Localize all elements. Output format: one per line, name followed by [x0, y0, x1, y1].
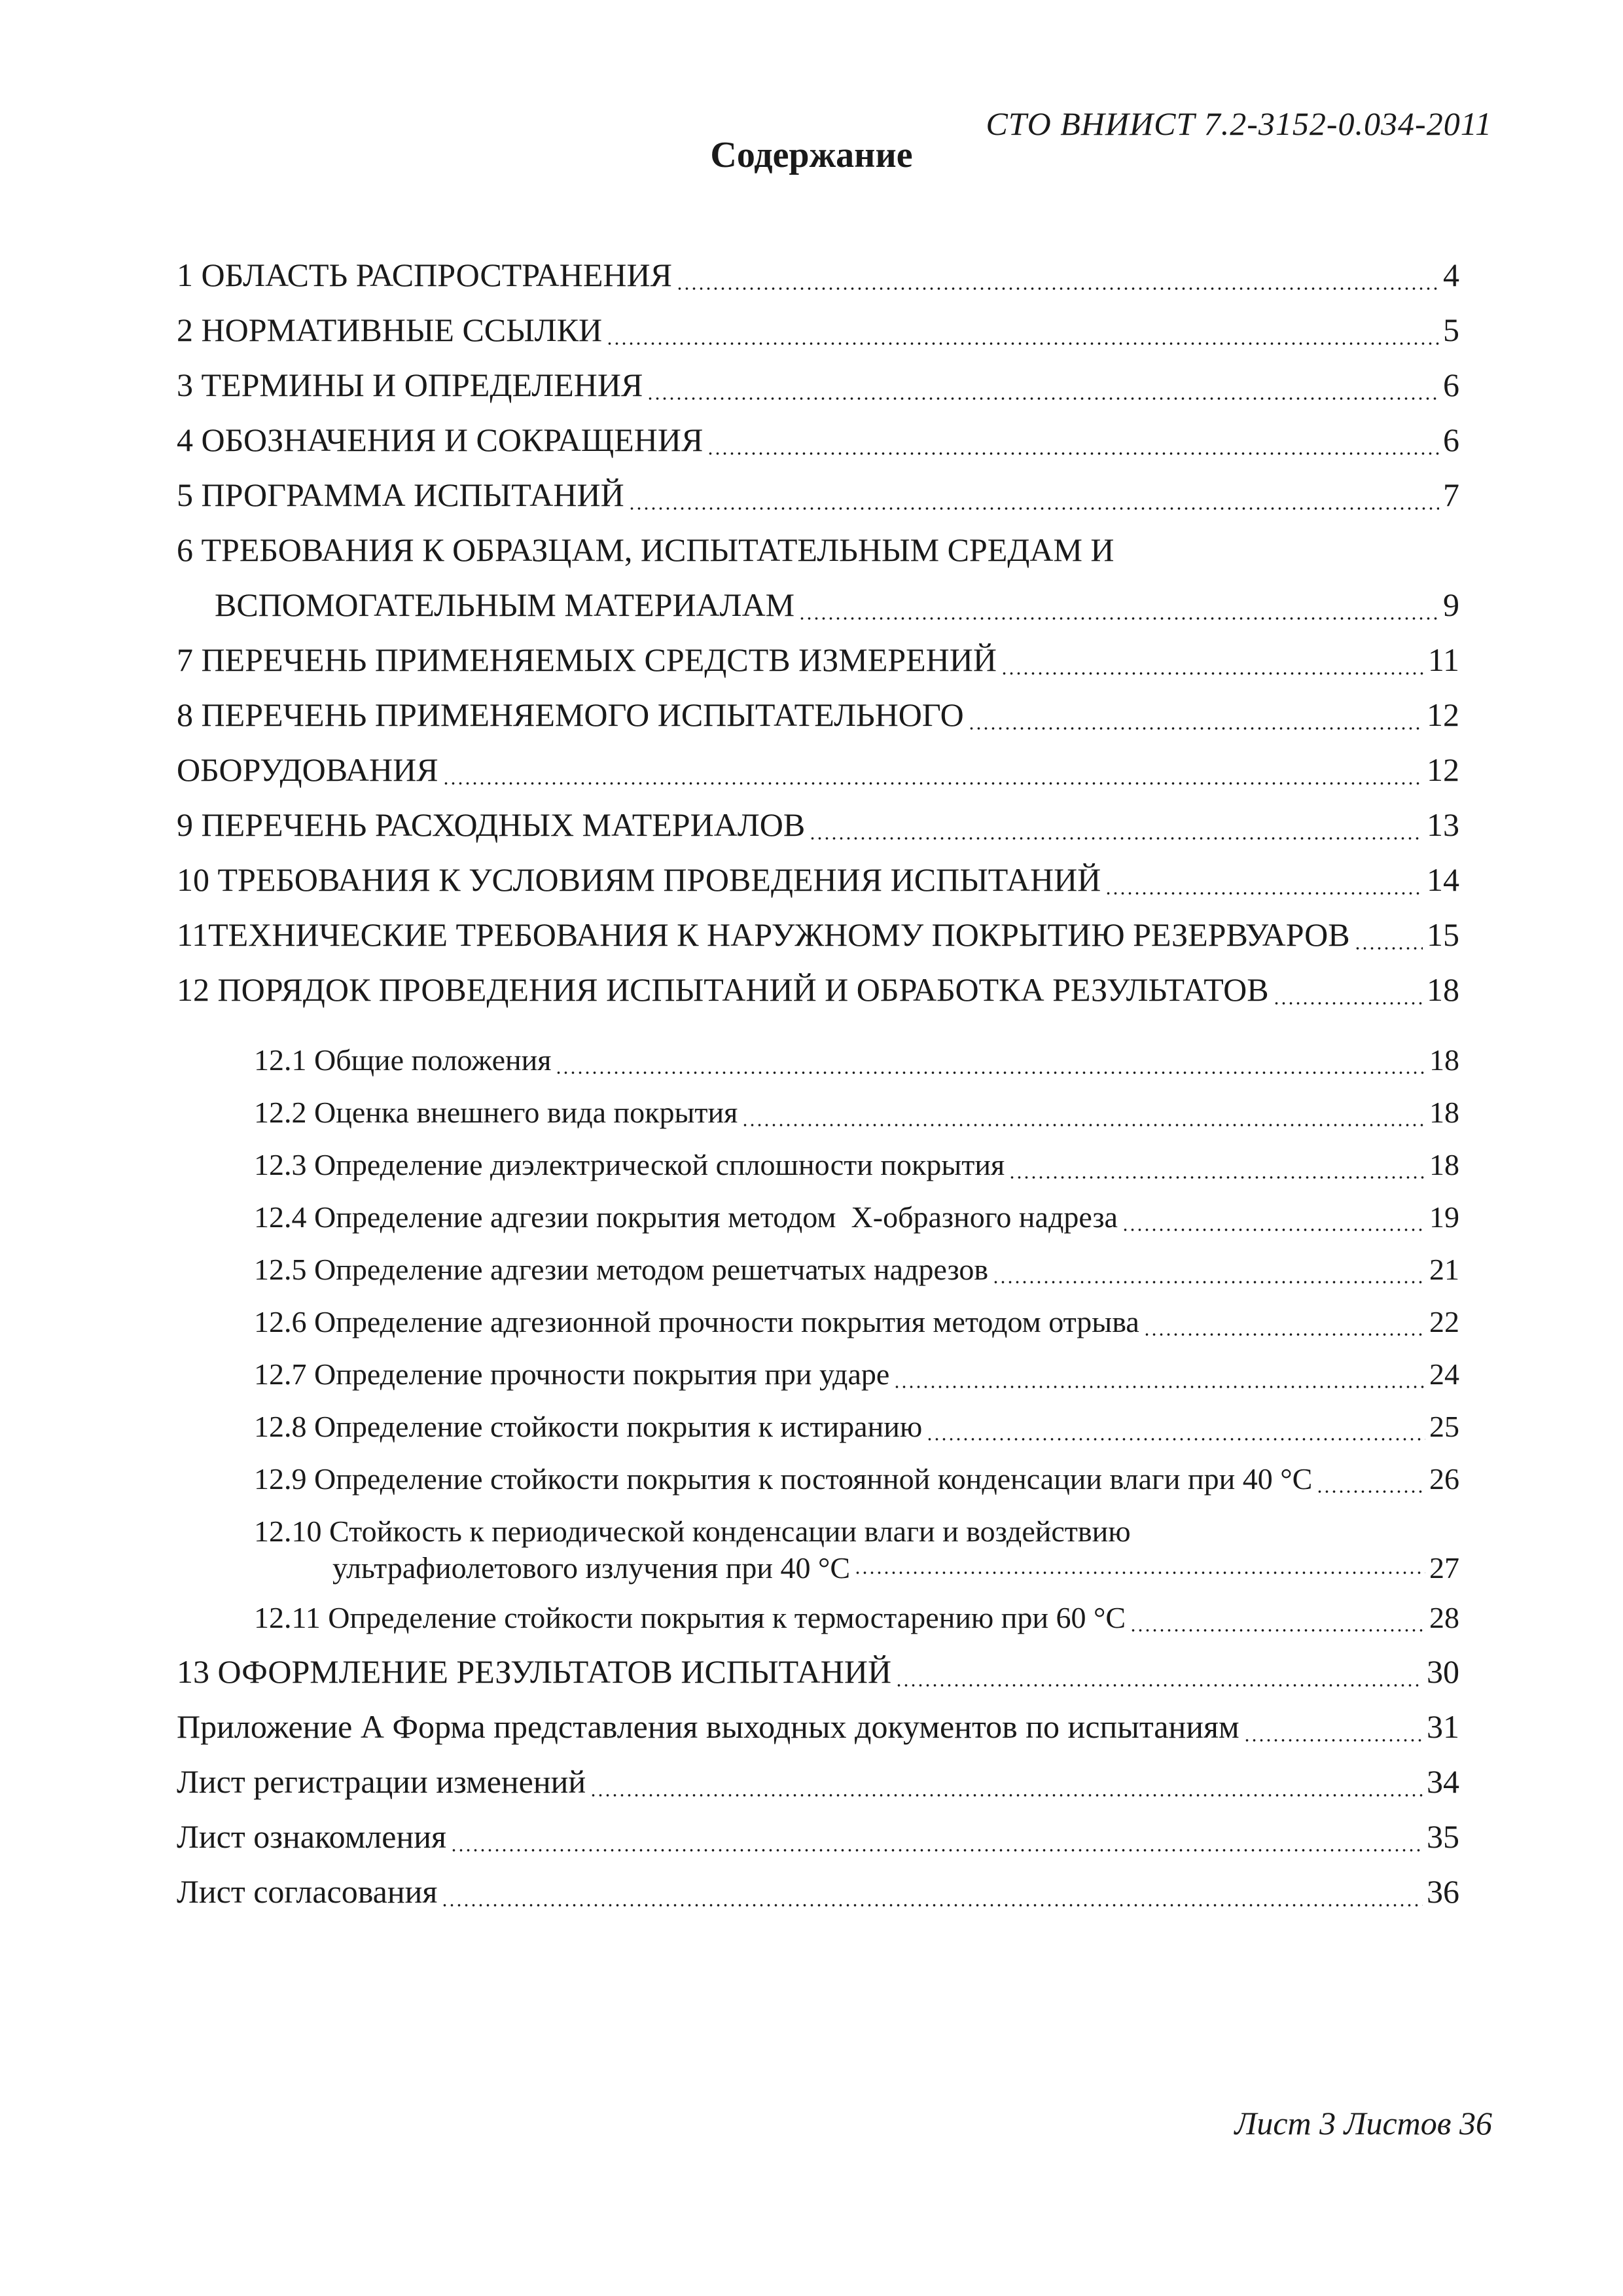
dot-leader	[1130, 1628, 1425, 1632]
dot-leader	[895, 1683, 1423, 1687]
dot-leader	[1122, 1228, 1425, 1232]
dot-leader	[1243, 1738, 1423, 1742]
toc-entry-page: 35	[1427, 1818, 1459, 1855]
toc-entry-title: 12.9 Определение стойкости покрытия к постоянной конденсации влаги при 40 °С	[254, 1462, 1313, 1496]
toc-entry-subsection-12-10	[177, 1505, 1459, 1592]
toc-entry-page: 4	[1443, 257, 1459, 293]
toc-entry-section-2	[177, 302, 1459, 357]
dot-leader	[741, 1123, 1425, 1127]
toc-entry-page: 34	[1427, 1763, 1459, 1800]
toc-entry-subsection-12-5	[177, 1244, 1459, 1296]
toc-entry-title: 13 ОФОРМЛЕНИЕ РЕЗУЛЬТАТОВ ИСПЫТАНИЙ	[177, 1653, 892, 1690]
toc-entry-title: 12.2 Оценка внешнего вида покрытия	[254, 1096, 738, 1129]
dot-leader	[1316, 1490, 1425, 1494]
dot-leader	[926, 1437, 1425, 1441]
toc-entry-page: 5	[1443, 312, 1459, 348]
toc-heading: Содержание	[710, 135, 913, 175]
toc-entry-page: 6	[1443, 422, 1459, 458]
toc-entry-page: 22	[1429, 1305, 1459, 1338]
toc-entry-page: 25	[1429, 1410, 1459, 1443]
toc-entry-title: 12.8 Определение стойкости покрытия к истиранию	[254, 1410, 923, 1443]
toc-entry-page: 12	[1427, 696, 1459, 733]
toc-entry-title: 2 НОРМАТИВНЫЕ ССЫЛКИ	[177, 312, 603, 348]
toc-entry-section-5	[177, 467, 1459, 522]
toc-entry-page: 27	[1429, 1551, 1459, 1585]
dot-leader	[707, 452, 1439, 456]
toc-entry-section-7	[177, 632, 1459, 687]
toc-entry-title: 4 ОБОЗНАЧЕНИЯ И СОКРАЩЕНИЯ	[177, 422, 704, 458]
toc-entry-title-continuation: ВСПОМОГАТЕЛЬНЫМ МАТЕРИАЛАМ	[215, 586, 795, 623]
toc-entry-section-6-line1	[177, 522, 1459, 577]
toc-entry-page: 18	[1429, 1148, 1459, 1181]
toc-entry-title: 12.7 Определение прочности покрытия при ударе	[254, 1357, 890, 1391]
toc-entry-appendix-a	[177, 1699, 1459, 1754]
toc-entry-page: 11	[1427, 641, 1459, 678]
toc-entry-section-8	[177, 687, 1459, 742]
toc-entry-section-1	[177, 247, 1459, 302]
dot-leader	[590, 1793, 1423, 1797]
toc-entry-section-12	[177, 962, 1459, 1017]
toc-entry-section-10	[177, 852, 1459, 907]
toc-entry-title: 8 ПЕРЕЧЕНЬ ПРИМЕНЯЕМОГО ИСПЫТАТЕЛЬНОГО	[177, 696, 964, 733]
dot-leader	[809, 836, 1423, 840]
toc-entry-subsection-12-4	[177, 1191, 1459, 1244]
toc-entry-section-3	[177, 357, 1459, 412]
toc-entry-approval-sheet	[177, 1864, 1459, 1919]
dot-leader	[854, 1571, 1425, 1575]
dot-leader	[676, 287, 1439, 291]
dot-leader	[1273, 1001, 1423, 1005]
toc-entry-title-continuation: ультрафиолетового излучения при 40 °С	[332, 1551, 851, 1585]
toc-entry-title: 12.5 Определение адгезии методом решетчатых надрезов	[254, 1253, 989, 1286]
toc-entry-subsection-12-3	[177, 1139, 1459, 1191]
dot-leader	[1105, 891, 1423, 895]
dot-leader	[441, 1903, 1423, 1907]
toc-entry-subsection-12-9	[177, 1453, 1459, 1505]
toc-entry-subsection-12-11	[177, 1592, 1459, 1644]
toc-entry-title: 9 ПЕРЕЧЕНЬ РАСХОДНЫХ МАТЕРИАЛОВ	[177, 806, 806, 843]
dot-leader	[628, 507, 1439, 511]
toc-entry-title: Приложение А Форма представления выходных документов по испытаниям	[177, 1708, 1240, 1745]
toc-entry-page: 24	[1429, 1357, 1459, 1391]
toc-entry-title: 12.10 Стойкость к периодической конденсации влаги и воздействию	[254, 1515, 1131, 1548]
toc-entry-title: 12.11 Определение стойкости покрытия к термостарению при 60 °С	[254, 1601, 1126, 1634]
toc-entry-page: 18	[1427, 971, 1459, 1008]
toc-entry-subsection-12-2	[177, 1086, 1459, 1139]
toc-entry-page: 21	[1429, 1253, 1459, 1286]
toc-entry-title: ОБОРУДОВАНИЯ	[177, 751, 438, 788]
toc-entry-subsection-12-6	[177, 1296, 1459, 1348]
table-of-contents	[177, 247, 1459, 1919]
toc-entry-page: 6	[1443, 367, 1459, 403]
toc-entry-title: 6 ТРЕБОВАНИЯ К ОБРАЗЦАМ, ИСПЫТАТЕЛЬНЫМ СРЕДАМ И	[177, 531, 1115, 568]
toc-entry-page: 15	[1427, 916, 1459, 953]
toc-entry-title: 12.1 Общие положения	[254, 1043, 552, 1077]
toc-entry-page: 14	[1427, 861, 1459, 898]
dot-leader	[647, 397, 1439, 401]
toc-entry-page: 13	[1427, 806, 1459, 843]
toc-entry-page: 31	[1427, 1708, 1459, 1745]
toc-entry-title: 7 ПЕРЕЧЕНЬ ПРИМЕНЯЕМЫХ СРЕДСТВ ИЗМЕРЕНИЙ	[177, 641, 997, 678]
toc-entry-subsection-12-1	[177, 1034, 1459, 1086]
toc-entry-section-4	[177, 412, 1459, 467]
dot-leader	[992, 1280, 1425, 1284]
toc-entry-title: 10 ТРЕБОВАНИЯ К УСЛОВИЯМ ПРОВЕДЕНИЯ ИСПЫТАНИЙ	[177, 861, 1101, 898]
dot-leader	[1001, 672, 1424, 675]
dot-leader	[555, 1071, 1425, 1075]
toc-entry-section-6-line2	[177, 577, 1459, 632]
dot-leader	[606, 342, 1439, 346]
dot-leader	[442, 781, 1423, 785]
dot-leader	[893, 1385, 1425, 1389]
toc-entry-title: 3 ТЕРМИНЫ И ОПРЕДЕЛЕНИЯ	[177, 367, 643, 403]
dot-leader	[968, 726, 1423, 730]
toc-entry-page: 36	[1427, 1873, 1459, 1910]
dot-leader	[1008, 1175, 1425, 1179]
toc-entry-page: 30	[1427, 1653, 1459, 1690]
dot-leader	[1143, 1333, 1425, 1336]
toc-entry-title: Лист регистрации изменений	[177, 1763, 586, 1800]
toc-entry-title: Лист ознакомления	[177, 1818, 447, 1855]
toc-entry-title: 5 ПРОГРАММА ИСПЫТАНИЙ	[177, 476, 624, 513]
toc-entry-title: 12.4 Определение адгезии покрытия методом Х-образного надреза	[254, 1200, 1118, 1234]
toc-entry-title: 12.3 Определение диэлектрической сплошности покрытия	[254, 1148, 1005, 1181]
toc-entry-page: 7	[1443, 476, 1459, 513]
dot-leader	[798, 617, 1439, 620]
toc-entry-page: 18	[1429, 1043, 1459, 1077]
toc-entry-page: 18	[1429, 1096, 1459, 1129]
toc-entry-page: 28	[1429, 1601, 1459, 1634]
toc-entry-section-11	[177, 907, 1459, 962]
toc-entry-title-continuation-row	[254, 1550, 1459, 1587]
toc-entry-title: 12 ПОРЯДОК ПРОВЕДЕНИЯ ИСПЫТАНИЙ И ОБРАБОТКА РЕЗУЛЬТАТОВ	[177, 971, 1269, 1008]
toc-entry-page: 26	[1429, 1462, 1459, 1496]
dot-leader	[1354, 946, 1423, 950]
sheet-number: Лист 3 Листов 36	[1234, 2105, 1492, 2142]
toc-entry-title: 12.6 Определение адгезионной прочности покрытия методом отрыва	[254, 1305, 1139, 1338]
toc-entry-title: 11ТЕХНИЧЕСКИЕ ТРЕБОВАНИЯ К НАРУЖНОМУ ПОКРЫТИЮ РЕЗЕРВУАРОВ	[177, 916, 1350, 953]
toc-entry-section-9	[177, 797, 1459, 852]
toc-entry-section-13	[177, 1644, 1459, 1699]
toc-entry-acquaintance-sheet	[177, 1809, 1459, 1864]
toc-entry-subsection-12-7	[177, 1348, 1459, 1401]
toc-entry-page: 19	[1429, 1200, 1459, 1234]
toc-entry-page: 9	[1443, 586, 1459, 623]
toc-entry-page: 12	[1427, 751, 1459, 788]
toc-entry-change-log	[177, 1754, 1459, 1809]
toc-entry-section-8-equipment	[177, 742, 1459, 797]
toc-entry-title: Лист согласования	[177, 1873, 438, 1910]
toc-entry-subsection-12-8	[177, 1401, 1459, 1453]
dot-leader	[450, 1848, 1423, 1852]
toc-entry-title: 1 ОБЛАСТЬ РАСПРОСТРАНЕНИЯ	[177, 257, 672, 293]
document-code: СТО ВНИИСТ 7.2-3152-0.034-2011	[986, 105, 1492, 142]
